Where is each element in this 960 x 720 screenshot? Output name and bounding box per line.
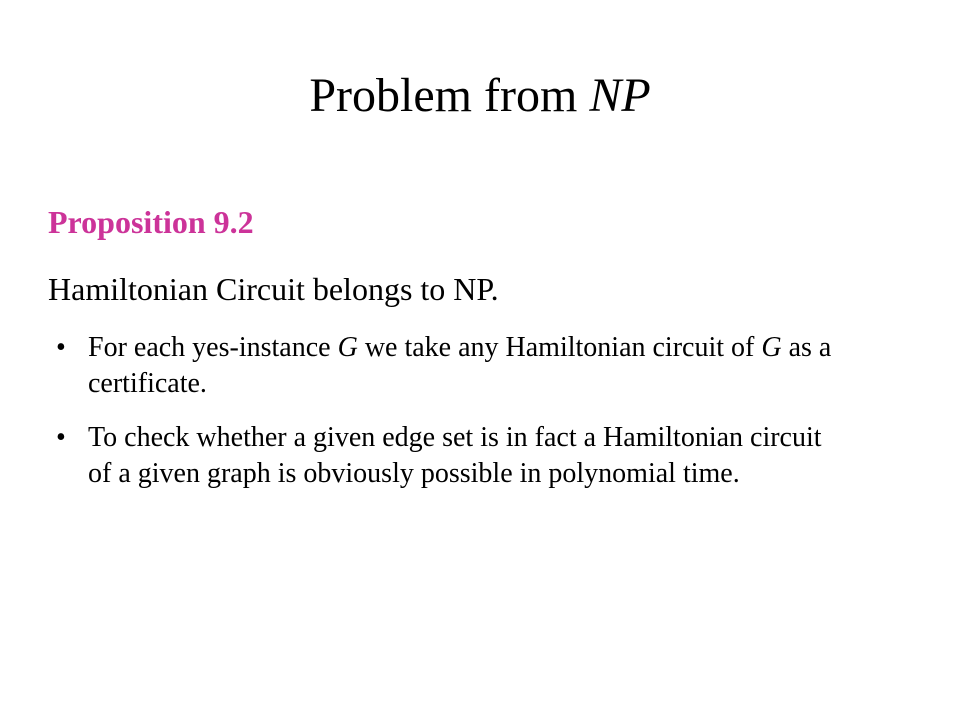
- bullet-text: we take any Hamiltonian circuit of: [357, 332, 762, 363]
- slide-title-text: Problem from: [309, 69, 590, 122]
- bullet-text: as a certificate.: [88, 332, 832, 399]
- slide-title-italic: NP: [589, 69, 651, 122]
- bullet-text: To check whether a given edge set is in fact a Hamiltonian circuit of a given graph is obviously possible in polynomial time.: [88, 422, 822, 489]
- bullet-list: [48, 330, 848, 510]
- slide-title: [0, 66, 960, 126]
- bullet-italic-g: G: [337, 332, 358, 363]
- proposition-statement: Hamiltonian Circuit belongs to NP.: [48, 271, 499, 307]
- bullet-dot: •: [56, 332, 66, 363]
- bullet-italic-g: G: [761, 332, 782, 363]
- bullet-dot: •: [56, 422, 66, 453]
- proposition-heading: Proposition 9.2: [48, 204, 254, 240]
- bullet-item-polynomial-check: [48, 420, 848, 492]
- bullet-text: For each yes-instance: [88, 332, 338, 363]
- bullet-item-certificate: [48, 330, 848, 402]
